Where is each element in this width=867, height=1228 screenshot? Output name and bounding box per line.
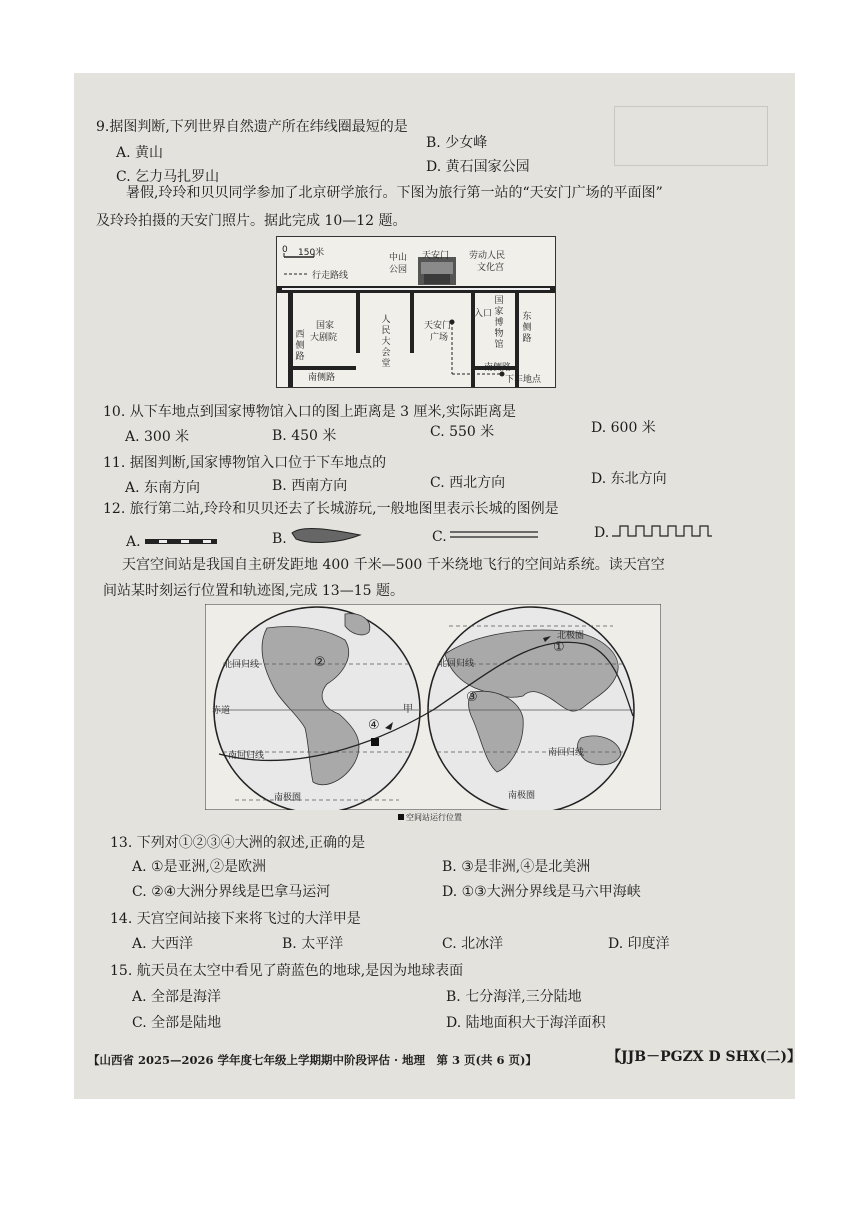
q13-option-b: B. ③是非洲,④是北美洲 bbox=[442, 859, 591, 875]
q15-option-c: C. 全部是陆地 bbox=[132, 1015, 222, 1031]
intro-13-15-line1: 天宫空间站是我国自主研发距地 400 千米—500 千米绕地飞行的空间站系统。读天宫空 bbox=[122, 557, 665, 573]
q12-stem: 12. 旅行第二站,玲玲和贝贝还去了长城游玩,一般地图里表示长城的图例是 bbox=[103, 501, 559, 517]
right-tropic-north: 北回归线 bbox=[438, 659, 475, 669]
map-legend bbox=[398, 812, 462, 823]
legend-d-symbol bbox=[612, 524, 712, 538]
q10-option-b: B. 450 米 bbox=[272, 428, 337, 444]
left-tropic-north: 北回归线 bbox=[223, 660, 260, 670]
q14-option-d: D. 印度洋 bbox=[608, 936, 670, 952]
scale-zero: 0 bbox=[282, 245, 288, 255]
q9-option-b: B. 少女峰 bbox=[426, 135, 488, 151]
museum-label: 国家博物馆 bbox=[494, 296, 504, 350]
west-road-label: 西侧路 bbox=[295, 330, 305, 362]
legend-square-icon bbox=[398, 814, 404, 820]
entrance-label: 入口 bbox=[474, 309, 493, 319]
world-hemispheres-map bbox=[205, 604, 661, 810]
q10-stem: 10. 从下车地点到国家博物馆入口的图上距离是 3 厘米,实际距离是 bbox=[103, 404, 516, 420]
continent-1: ① bbox=[553, 640, 565, 655]
drop-off-label: 下车地点 bbox=[505, 375, 542, 385]
square-l2: 广场 bbox=[430, 333, 449, 343]
tiananmen-plan-map bbox=[276, 236, 556, 388]
south-road-right: 南侧路 bbox=[484, 363, 512, 373]
legend-a-symbol bbox=[145, 538, 217, 546]
legend-c-symbol bbox=[450, 530, 538, 540]
q11-option-b: B. 西南方向 bbox=[272, 478, 348, 494]
legend-b-symbol bbox=[290, 523, 362, 547]
footer-left: 【山西省 2025—2026 学年度七年级上学期期中阶段评估 · 地理 第 3 页(共 6 页)】 bbox=[88, 1053, 537, 1067]
q10-option-c: C. 550 米 bbox=[430, 424, 495, 440]
q10-option-a: A. 300 米 bbox=[125, 429, 190, 445]
intro-10-12-line1: 暑假,玲玲和贝贝同学参加了北京研学旅行。下图为旅行第一站的“天安门广场的平面图” bbox=[126, 185, 663, 201]
intro-13-15-line2: 间站某时刻运行位置和轨迹图,完成 13—15 题。 bbox=[103, 583, 404, 599]
q14-option-c: C. 北冰洋 bbox=[442, 936, 504, 952]
q15-option-b: B. 七分海洋,三分陆地 bbox=[446, 989, 582, 1005]
continent-4: ④ bbox=[368, 718, 380, 733]
walk-route-legend: 行走路线 bbox=[312, 271, 349, 281]
q11-option-d: D. 东北方向 bbox=[591, 471, 667, 487]
q15-stem: 15. 航天员在太空中看见了蔚蓝色的地球,是因为地球表面 bbox=[110, 963, 464, 979]
continent-2: ② bbox=[314, 655, 326, 670]
square-l1: 天安门 bbox=[424, 321, 452, 331]
intro-10-12-line2: 及玲玲拍摄的天安门照片。据此完成 10—12 题。 bbox=[96, 213, 407, 229]
q12-option-a: A. bbox=[126, 534, 141, 550]
q9-option-d: D. 黄石国家公园 bbox=[426, 159, 530, 175]
legend-text: 空间站运行位置 bbox=[406, 813, 462, 822]
q14-option-b: B. 太平洋 bbox=[282, 936, 344, 952]
tiananmen-label: 天安门 bbox=[422, 251, 450, 261]
east-road-label: 东侧路 bbox=[522, 312, 532, 344]
q12-option-c: C. bbox=[432, 529, 447, 545]
q13-option-c: C. ②④大洲分界线是巴拿马运河 bbox=[132, 884, 331, 900]
q15-option-a: A. 全部是海洋 bbox=[132, 989, 222, 1005]
q15-option-d: D. 陆地面积大于海洋面积 bbox=[446, 1015, 606, 1031]
left-antarctic: 南极圈 bbox=[274, 793, 302, 803]
q12-option-d: D. bbox=[594, 525, 610, 541]
laodong-l2: 文化宫 bbox=[477, 263, 505, 273]
grand-theatre-l1: 国家 bbox=[316, 321, 335, 331]
continent-3: ③ bbox=[466, 690, 478, 705]
right-antarctic: 南极圈 bbox=[508, 791, 536, 801]
zhongshan-park-l1: 中山 bbox=[389, 253, 408, 263]
q11-stem: 11. 据图判断,国家博物馆入口位于下车地点的 bbox=[103, 455, 387, 471]
left-tropic-south: 南回归线 bbox=[228, 751, 265, 761]
q13-option-d: D. ①③大洲分界线是马六甲海峡 bbox=[442, 884, 641, 900]
q13-stem: 13. 下列对①②③④大洲的叙述,正确的是 bbox=[110, 835, 366, 851]
q10-option-d: D. 600 米 bbox=[591, 420, 656, 436]
grand-theatre-l2: 大剧院 bbox=[310, 333, 338, 343]
scale-distance: 150米 bbox=[298, 248, 325, 258]
q14-stem: 14. 天宫空间站接下来将飞过的大洋甲是 bbox=[110, 911, 361, 927]
zhongshan-park-l2: 公园 bbox=[389, 265, 408, 275]
q12-option-b: B. bbox=[272, 531, 287, 547]
q11-option-c: C. 西北方向 bbox=[430, 475, 506, 491]
right-tropic-south: 南回归线 bbox=[548, 748, 585, 758]
score-box bbox=[614, 106, 768, 166]
q9-stem: 9.据图判断,下列世界自然遗产所在纬线圈最短的是 bbox=[96, 119, 408, 135]
q13-option-a: A. ①是亚洲,②是欧洲 bbox=[132, 859, 267, 875]
footer-right: 【JJB－PGZX D SHX(二)】 bbox=[607, 1049, 801, 1065]
left-equator: 赤道 bbox=[212, 706, 231, 716]
laodong-l1: 劳动人民 bbox=[469, 251, 506, 261]
q9-option-a: A. 黄山 bbox=[116, 145, 164, 161]
q11-option-a: A. 东南方向 bbox=[125, 480, 201, 496]
q14-option-a: A. 大西洋 bbox=[132, 936, 194, 952]
south-road-left: 南侧路 bbox=[308, 373, 336, 383]
right-arctic: 北极圈 bbox=[557, 631, 585, 641]
ocean-jia: 甲 bbox=[403, 704, 413, 715]
great-hall-label: 人民大会堂 bbox=[381, 315, 391, 369]
q9-option-c: C. 乞力马扎罗山 bbox=[116, 169, 220, 185]
